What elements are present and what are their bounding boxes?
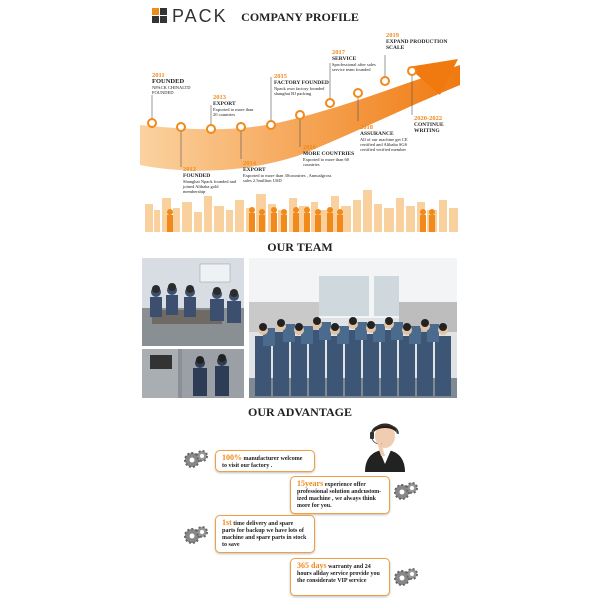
advantage-bubble-3: 1st time delivery and spare parts for backup we have lots of machine and spare parts in stock to save [215,515,315,553]
office-photo [142,349,244,398]
milestone-2014: 2014 EXPORT Exported to more than 30countries , Annualgross sales 2.5million USD [243,160,332,183]
logo-text: PACK [172,5,228,26]
company-profile-title: COMPANY PROFILE [241,10,359,24]
milestone-2016: 2016 MORE COUNTRIES Exported to more than 60 countries [303,144,355,167]
milestone-2017: 2017 SERVICE Sprofessional after sales service team founded [332,49,376,72]
milestone-2012: 2012 FOUNDED Shanghai Npack founded and joined Alibaba gold membership [183,166,237,194]
customer-service-image [355,412,415,472]
milestone-2013: 2013 EXPORT Exported to more than 20 countries [213,94,254,117]
advantage-bubble-4: 365 days warranty and 24 hours allday service provide you the considerate VIP service [290,558,390,596]
milestone-2019: 2019 EXPAND PRODUCTION SCALE [386,32,448,51]
gears-icon [393,566,419,588]
milestone-2020-2022: 2020-2022 CONTINUE WRITING [414,115,444,134]
our-advantage-title: OUR ADVANTAGE [248,405,352,419]
gears-icon [393,480,419,502]
team-group-photo [249,258,457,398]
company-logo [152,6,228,26]
milestone-2018: 2018 ASSURANCE All of our machine get CE certified and Alibaba SGS certified verified member [360,124,408,152]
advantage-bubble-1: 100% manufacturer welcome to visit our factory . [215,450,315,472]
advantage-bubble-2: 15years experience offer professional solution andcustom-ized machine , we always think more for you. [290,476,390,514]
logo-mark-icon [152,8,168,24]
gears-icon [183,448,209,470]
milestone-2015: 2015 FACTORY FOUNDED Npack own factory founded shanghai BJ packing [274,73,329,96]
milestone-2011: 2011 FOUNDED NPACK CHINALTD FOUNDED [152,72,191,95]
meeting-photo [142,258,244,346]
city-skyline-graphic [140,190,460,232]
our-team-title: OUR TEAM [267,240,333,254]
gears-icon [183,524,209,546]
